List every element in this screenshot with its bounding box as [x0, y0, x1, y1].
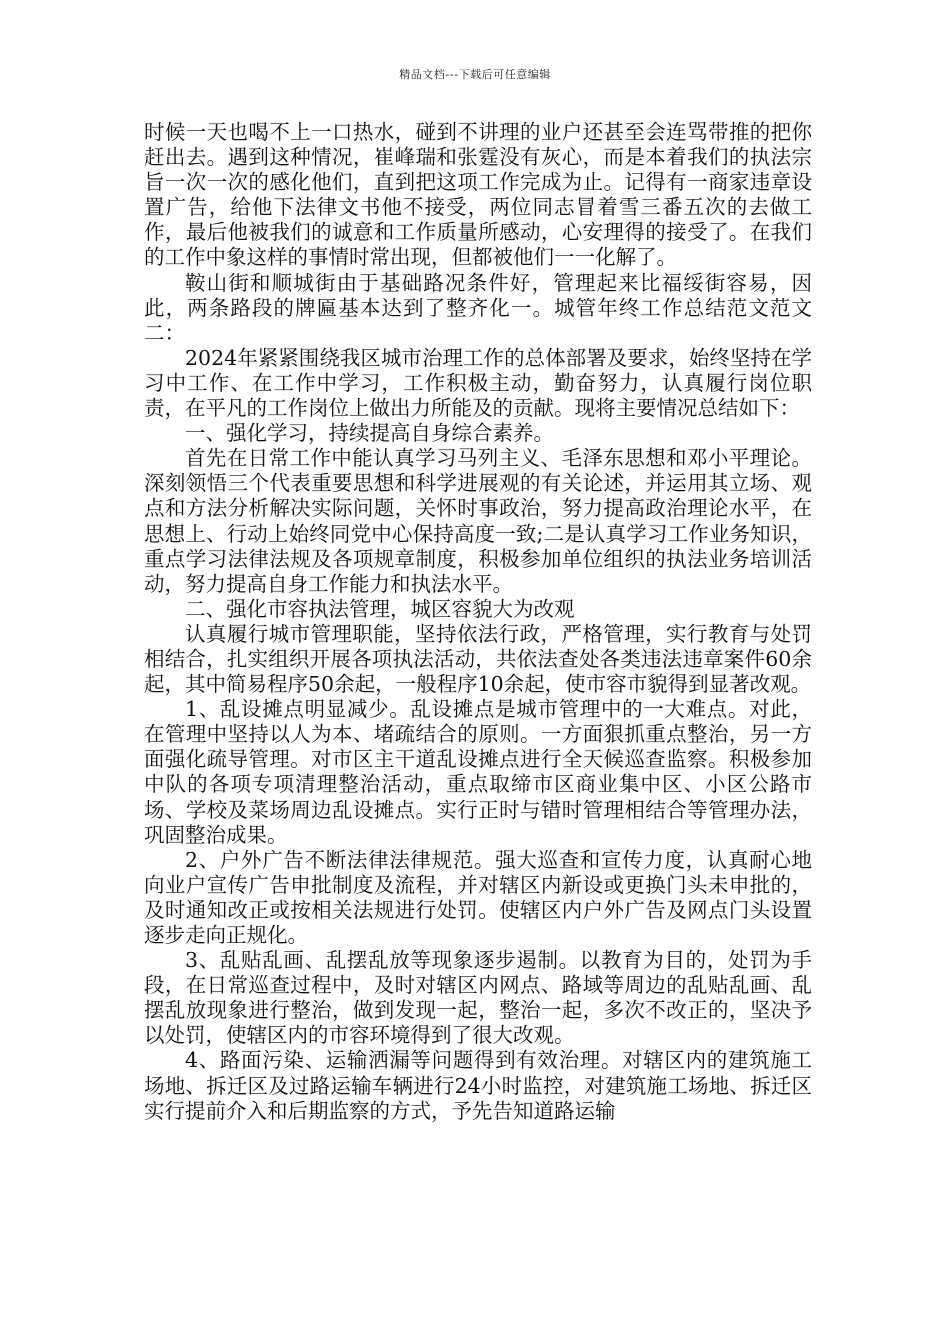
list-item-3: 3、乱贴乱画、乱摆乱放等现象逐步遏制。以教育为目的，处罚为手段，在日常巡查过程中，及时对辖区内网点、路域等周边的乱贴乱画、乱摆乱放现象进行整治，做到发现一起，整治一起，多次不改正的，坚决予以处罚，使辖区内的市容环境得到了很大改观。 — [144, 948, 812, 1048]
paragraph-4: 首先在日常工作中能认真学习马列主义、毛泽东思想和邓小平理论。深刻领悟三个代表重要思想和科学进展观的有关论述，并运用其立场、观点和方法分析解决实际问题，关怀时事政治，努力提高政治理论水平，在思想上、行动上始终同党中心保持高度一致;二是认真学习工作业务知识，重点学习法律法规及各项规章制度，积极参加单位组织的执法业务培训活动，努力提高自身工作能力和执法水平。 — [144, 446, 812, 596]
list-item-1: 1、乱设摊点明显减少。乱设摊点是城市管理中的一大难点。对此，在管理中坚持以人为本、堵疏结合的原则。一方面狠抓重点整治，另一方面强化疏导管理。对市区主干道乱设摊点进行全天候巡查监察。积极参加中队的各项专项清理整治活动，重点取缔市区商业集中区、小区公路市场、学校及菜场周边乱设摊点。实行正时与错时管理相结合等管理办法，巩固整治成果。 — [144, 697, 812, 847]
section-heading-1: 一、强化学习，持续提高自身综合素养。 — [185, 421, 554, 446]
document-body — [144, 120, 812, 1124]
paragraph-1: 时候一天也喝不上一口热水，碰到不讲理的业户还甚至会连骂带推的把你赶出去。遇到这种情况，崔峰瑞和张霆没有灰心，而是本着我们的执法宗旨一次一次的感化他们，直到把这项工作完成为止。记得有一商家违章设置广告，给他下法律文书他不接受，两位同志冒着雪三番五次的去做工作，最后他被我们的诚意和工作质量所感动，心安理得的接受了。在我们的工作中象这样的事情时常出现，但都被他们一一化解了。 — [144, 120, 812, 270]
paragraph-2: 鞍山街和顺城街由于基础路况条件好，管理起来比福绥街容易，因此，两条路段的牌匾基本达到了整齐化一。城管年终工作总结范文范文二： — [144, 270, 812, 345]
list-item-4: 4、路面污染、运输洒漏等问题得到有效治理。对辖区内的建筑施工场地、拆迁区及过路运输车辆进行24小时监控，对建筑施工场地、拆迁区实行提前介入和后期监察的方式，予先告知道路运输 — [144, 1048, 812, 1123]
list-item-2: 2、户外广告不断法律法律规范。强大巡查和宣传力度，认真耐心地向业户宣传广告申批制度及流程，并对辖区内新设或更换门头未申批的，及时通知改正或按相关法规进行处罚。使辖区内户外广告及网点门头设置逐步走向正规化。 — [144, 847, 812, 947]
paragraph-5: 认真履行城市管理职能，坚持依法行政，严格管理，实行教育与处罚相结合，扎实组织开展各项执法活动，共依法查处各类违法违章案件60余起，其中简易程序50余起，一般程序10余起，使市容市貌得到显著改观。 — [144, 621, 812, 697]
page-header: 精品文档---下载后可任意编辑 — [399, 68, 551, 81]
paragraph-3: 2024年紧紧围绕我区城市治理工作的总体部署及要求，始终坚持在学习中工作、在工作中学习，工作积极主动，勤奋努力，认真履行岗位职责，在平凡的工作岗位上做出力所能及的贡献。现将主要情况总结如下： — [144, 345, 812, 421]
section-heading-2: 二、强化市容执法管理，城区容貌大为改观 — [185, 596, 575, 621]
